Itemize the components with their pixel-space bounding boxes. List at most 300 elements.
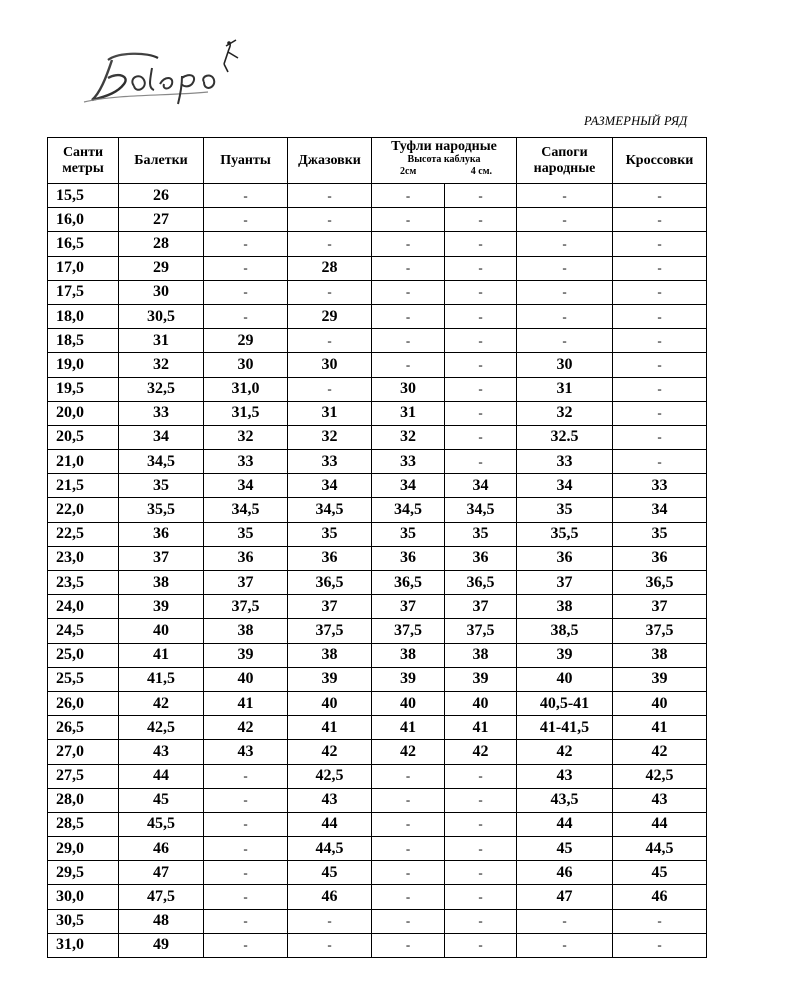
cell-shoes-2cm: - [372,788,445,812]
cell-shoes-2cm: - [372,812,445,836]
cell-balletki: 48 [119,909,204,933]
cell-sneakers: 36 [613,546,707,570]
cell-jazzovki: 37,5 [288,619,372,643]
cell-jazzovki: - [288,208,372,232]
cell-jazzovki: 46 [288,885,372,909]
cell-shoes-4cm: - [445,208,517,232]
cell-folk-boots: 34 [517,474,613,498]
cell-sneakers: 44,5 [613,837,707,861]
cell-shoes-4cm: - [445,450,517,474]
cell-folk-boots: 40 [517,667,613,691]
cell-puanty: - [204,788,288,812]
table-row [48,837,707,861]
cell-puanty: 43 [204,740,288,764]
cell-folk-boots: 39 [517,643,613,667]
cell-jazzovki: 42,5 [288,764,372,788]
cell-shoes-2cm: - [372,885,445,909]
cell-jazzovki: - [288,377,372,401]
cell-sneakers: 39 [613,667,707,691]
cell-folk-boots: 47 [517,885,613,909]
cell-shoes-2cm: - [372,329,445,353]
cell-balletki: 46 [119,837,204,861]
cell-folk-boots: - [517,909,613,933]
cell-balletki: 45,5 [119,812,204,836]
header-heel-4cm: 4 см. [470,166,492,177]
cell-jazzovki: 44,5 [288,837,372,861]
table-row [48,208,707,232]
cell-puanty: 32 [204,425,288,449]
cell-jazzovki: - [288,184,372,208]
cell-cm: 19,5 [48,377,119,401]
table-row [48,643,707,667]
cell-folk-boots: 41-41,5 [517,716,613,740]
cell-jazzovki: 42 [288,740,372,764]
cell-cm: 24,0 [48,595,119,619]
cell-jazzovki: 36 [288,546,372,570]
header-balletki: Балетки [119,138,204,184]
table-row [48,595,707,619]
cell-cm: 31,0 [48,933,119,957]
cell-sneakers: 43 [613,788,707,812]
cell-shoes-4cm: - [445,353,517,377]
header-puanty: Пуанты [204,138,288,184]
cell-cm: 15,5 [48,184,119,208]
cell-balletki: 47 [119,861,204,885]
cell-cm: 18,0 [48,304,119,328]
cell-shoes-4cm: - [445,861,517,885]
size-chart-title: РАЗМЕРНЫЙ РЯД [584,114,688,128]
cell-sneakers: - [613,208,707,232]
cell-shoes-4cm: 37 [445,595,517,619]
cell-sneakers: - [613,401,707,425]
cell-cm: 28,0 [48,788,119,812]
header-jazzovki: Джазовки [288,138,372,184]
cell-jazzovki: 44 [288,812,372,836]
cell-shoes-4cm: - [445,232,517,256]
cell-puanty: 31,5 [204,401,288,425]
cell-jazzovki: 34,5 [288,498,372,522]
cell-balletki: 35 [119,474,204,498]
cell-shoes-4cm: - [445,280,517,304]
cell-shoes-2cm: 39 [372,667,445,691]
cell-shoes-4cm: 38 [445,643,517,667]
table-header-row [48,138,707,184]
cell-cm: 16,5 [48,232,119,256]
cell-sneakers: 42 [613,740,707,764]
cell-folk-boots: 35 [517,498,613,522]
cell-jazzovki: - [288,280,372,304]
cell-shoes-4cm: 42 [445,740,517,764]
cell-folk-boots: 35,5 [517,522,613,546]
cell-sneakers: - [613,232,707,256]
cell-jazzovki: 32 [288,425,372,449]
cell-balletki: 45 [119,788,204,812]
cell-shoes-4cm: 39 [445,667,517,691]
cell-cm: 29,5 [48,861,119,885]
cell-cm: 26,0 [48,691,119,715]
cell-cm: 20,0 [48,401,119,425]
cell-jazzovki: 30 [288,353,372,377]
table-row [48,522,707,546]
cell-shoes-4cm: - [445,788,517,812]
cell-sneakers: 35 [613,522,707,546]
cell-sneakers: - [613,280,707,304]
cell-shoes-2cm: 42 [372,740,445,764]
table-row [48,232,707,256]
cell-jazzovki: 33 [288,450,372,474]
cell-balletki: 44 [119,764,204,788]
cell-jazzovki: 34 [288,474,372,498]
cell-puanty: - [204,280,288,304]
table-row [48,450,707,474]
cell-puanty: 34,5 [204,498,288,522]
cell-folk-boots: 32 [517,401,613,425]
cell-shoes-4cm: 34,5 [445,498,517,522]
table-row [48,474,707,498]
cell-shoes-2cm: 34 [372,474,445,498]
cell-jazzovki: 43 [288,788,372,812]
cell-folk-boots: 33 [517,450,613,474]
cell-sneakers: 45 [613,861,707,885]
cell-shoes-4cm: - [445,329,517,353]
cell-shoes-2cm: - [372,764,445,788]
table-row [48,280,707,304]
cell-jazzovki: - [288,329,372,353]
cell-jazzovki: 31 [288,401,372,425]
cell-shoes-4cm: 36 [445,546,517,570]
table-row [48,256,707,280]
cell-cm: 21,0 [48,450,119,474]
cell-shoes-4cm: 40 [445,691,517,715]
cell-shoes-2cm: - [372,353,445,377]
cell-cm: 22,5 [48,522,119,546]
cell-cm: 17,5 [48,280,119,304]
cell-folk-boots: - [517,208,613,232]
cell-jazzovki: 37 [288,595,372,619]
cell-shoes-4cm: - [445,256,517,280]
cell-folk-boots: - [517,280,613,304]
cell-cm: 30,5 [48,909,119,933]
cell-folk-boots: 43,5 [517,788,613,812]
table-row [48,546,707,570]
cell-sneakers: 41 [613,716,707,740]
table-row [48,619,707,643]
cell-sneakers: - [613,329,707,353]
cell-puanty: - [204,885,288,909]
cell-shoes-2cm: 35 [372,522,445,546]
table-row [48,425,707,449]
cell-jazzovki: 28 [288,256,372,280]
cell-balletki: 31 [119,329,204,353]
cell-shoes-2cm: - [372,837,445,861]
cell-puanty: 30 [204,353,288,377]
cell-jazzovki: 35 [288,522,372,546]
cell-puanty: 37,5 [204,595,288,619]
cell-puanty: - [204,812,288,836]
cell-shoes-4cm: - [445,933,517,957]
cell-shoes-4cm: - [445,304,517,328]
cell-cm: 25,5 [48,667,119,691]
cell-puanty: - [204,208,288,232]
table-row [48,716,707,740]
cell-puanty: 29 [204,329,288,353]
cell-shoes-2cm: 34,5 [372,498,445,522]
cell-shoes-2cm: 37,5 [372,619,445,643]
cell-shoes-2cm: 40 [372,691,445,715]
cell-balletki: 49 [119,933,204,957]
cell-puanty: 36 [204,546,288,570]
cell-folk-boots: - [517,304,613,328]
cell-puanty: - [204,933,288,957]
table-row [48,498,707,522]
cell-sneakers: 46 [613,885,707,909]
table-row [48,861,707,885]
cell-shoes-4cm: - [445,885,517,909]
cell-jazzovki: 41 [288,716,372,740]
cell-puanty: - [204,837,288,861]
cell-shoes-4cm: - [445,837,517,861]
cell-sneakers: - [613,425,707,449]
cell-jazzovki: 39 [288,667,372,691]
cell-folk-boots: 37 [517,571,613,595]
cell-jazzovki: - [288,232,372,256]
cell-shoes-2cm: 38 [372,643,445,667]
table-row [48,184,707,208]
cell-shoes-2cm: - [372,280,445,304]
cell-balletki: 30 [119,280,204,304]
cell-sneakers: - [613,184,707,208]
cell-shoes-2cm: 33 [372,450,445,474]
cell-folk-boots: 43 [517,764,613,788]
cell-shoes-2cm: - [372,933,445,957]
cell-shoes-2cm: 41 [372,716,445,740]
cell-puanty: 41 [204,691,288,715]
cell-sneakers: 34 [613,498,707,522]
cell-jazzovki: 45 [288,861,372,885]
cell-cm: 30,0 [48,885,119,909]
cell-shoes-2cm: 32 [372,425,445,449]
cell-puanty: - [204,861,288,885]
cell-folk-boots: - [517,329,613,353]
cell-puanty: 35 [204,522,288,546]
cell-shoes-2cm: 37 [372,595,445,619]
cell-shoes-4cm: - [445,377,517,401]
cell-puanty: - [204,909,288,933]
cell-shoes-4cm: 37,5 [445,619,517,643]
cell-cm: 27,0 [48,740,119,764]
cell-jazzovki: 40 [288,691,372,715]
cell-puanty: 40 [204,667,288,691]
table-row [48,377,707,401]
cell-balletki: 40 [119,619,204,643]
table-row [48,691,707,715]
cell-shoes-4cm: - [445,909,517,933]
table-row [48,329,707,353]
cell-sneakers: - [613,256,707,280]
cell-shoes-4cm: - [445,812,517,836]
cell-balletki: 34,5 [119,450,204,474]
cell-puanty: 31,0 [204,377,288,401]
cell-puanty: 37 [204,571,288,595]
cell-sneakers: 33 [613,474,707,498]
cell-puanty: - [204,232,288,256]
cell-folk-boots: 31 [517,377,613,401]
cell-balletki: 39 [119,595,204,619]
cell-shoes-2cm: 30 [372,377,445,401]
cell-folk-boots: - [517,256,613,280]
cell-balletki: 28 [119,232,204,256]
cell-sneakers: 44 [613,812,707,836]
cell-cm: 17,0 [48,256,119,280]
cell-puanty: 39 [204,643,288,667]
cell-sneakers: 36,5 [613,571,707,595]
table-row [48,401,707,425]
cell-jazzovki: 36,5 [288,571,372,595]
cell-puanty: - [204,256,288,280]
cell-sneakers: 37,5 [613,619,707,643]
cell-cm: 26,5 [48,716,119,740]
cell-sneakers: 37 [613,595,707,619]
cell-balletki: 37 [119,546,204,570]
cell-folk-boots: 40,5-41 [517,691,613,715]
cell-balletki: 41 [119,643,204,667]
cell-folk-boots: 36 [517,546,613,570]
cell-puanty: 38 [204,619,288,643]
table-row [48,933,707,957]
header-heel-2cm: 2см [400,166,417,177]
table-row [48,909,707,933]
cell-shoes-2cm: - [372,304,445,328]
cell-folk-boots: 38 [517,595,613,619]
cell-folk-boots: 30 [517,353,613,377]
cell-balletki: 42,5 [119,716,204,740]
cell-sneakers: - [613,304,707,328]
cell-folk-boots: 32.5 [517,425,613,449]
cell-cm: 22,0 [48,498,119,522]
header-cm: Санти метры [48,138,119,184]
cell-puanty: 33 [204,450,288,474]
cell-shoes-4cm: - [445,184,517,208]
header-folk-boots: Сапоги народные [517,138,613,184]
cell-jazzovki: 29 [288,304,372,328]
table-row [48,304,707,328]
cell-balletki: 30,5 [119,304,204,328]
cell-folk-boots: 38,5 [517,619,613,643]
cell-shoes-2cm: - [372,909,445,933]
cell-sneakers: - [613,450,707,474]
cell-shoes-4cm: 34 [445,474,517,498]
cell-cm: 28,5 [48,812,119,836]
cell-shoes-2cm: - [372,184,445,208]
header-folk-shoes: Туфли народные Высота каблука 2см 4 см. [372,138,517,184]
cell-cm: 19,0 [48,353,119,377]
cell-shoes-4cm: - [445,401,517,425]
cell-balletki: 47,5 [119,885,204,909]
cell-balletki: 32 [119,353,204,377]
cell-folk-boots: - [517,184,613,208]
cell-shoes-2cm: 31 [372,401,445,425]
table-row [48,885,707,909]
cell-sneakers: - [613,933,707,957]
cell-cm: 27,5 [48,764,119,788]
cell-balletki: 27 [119,208,204,232]
cell-shoes-2cm: 36 [372,546,445,570]
cell-balletki: 43 [119,740,204,764]
cell-balletki: 26 [119,184,204,208]
cell-shoes-4cm: - [445,764,517,788]
table-row [48,353,707,377]
cell-puanty: 42 [204,716,288,740]
cell-balletki: 35,5 [119,498,204,522]
cell-sneakers: - [613,377,707,401]
cell-balletki: 34 [119,425,204,449]
cell-cm: 25,0 [48,643,119,667]
cell-sneakers: - [613,909,707,933]
cell-shoes-4cm: 35 [445,522,517,546]
cell-sneakers: 42,5 [613,764,707,788]
cell-puanty: - [204,764,288,788]
table-row [48,667,707,691]
cell-cm: 24,5 [48,619,119,643]
cell-jazzovki: - [288,909,372,933]
header-sneakers: Кроссовки [613,138,707,184]
cell-jazzovki: 38 [288,643,372,667]
cell-balletki: 42 [119,691,204,715]
cell-cm: 23,0 [48,546,119,570]
table-row [48,812,707,836]
cell-sneakers: - [613,353,707,377]
cell-jazzovki: - [288,933,372,957]
cell-shoes-4cm: 41 [445,716,517,740]
cell-balletki: 36 [119,522,204,546]
size-table [47,137,707,958]
cell-puanty: - [204,304,288,328]
table-row [48,740,707,764]
cell-balletki: 38 [119,571,204,595]
cell-balletki: 32,5 [119,377,204,401]
cell-folk-boots: 44 [517,812,613,836]
cell-shoes-4cm: 36,5 [445,571,517,595]
cell-balletki: 33 [119,401,204,425]
cell-puanty: - [204,184,288,208]
table-row [48,764,707,788]
cell-puanty: 34 [204,474,288,498]
cell-shoes-2cm: - [372,256,445,280]
cell-shoes-2cm: 36,5 [372,571,445,595]
table-body [48,184,707,958]
cell-balletki: 41,5 [119,667,204,691]
cell-folk-boots: - [517,933,613,957]
table-row [48,571,707,595]
cell-shoes-2cm: - [372,232,445,256]
cell-cm: 21,5 [48,474,119,498]
bolero-logo-image [78,38,258,113]
cell-cm: 20,5 [48,425,119,449]
cell-sneakers: 40 [613,691,707,715]
cell-folk-boots: 45 [517,837,613,861]
table-row [48,788,707,812]
bolero-logo [78,38,258,113]
cell-shoes-4cm: - [445,425,517,449]
cell-sneakers: 38 [613,643,707,667]
cell-balletki: 29 [119,256,204,280]
cell-folk-boots: - [517,232,613,256]
cell-folk-boots: 46 [517,861,613,885]
cell-shoes-2cm: - [372,861,445,885]
cell-cm: 23,5 [48,571,119,595]
cell-folk-boots: 42 [517,740,613,764]
cell-cm: 16,0 [48,208,119,232]
